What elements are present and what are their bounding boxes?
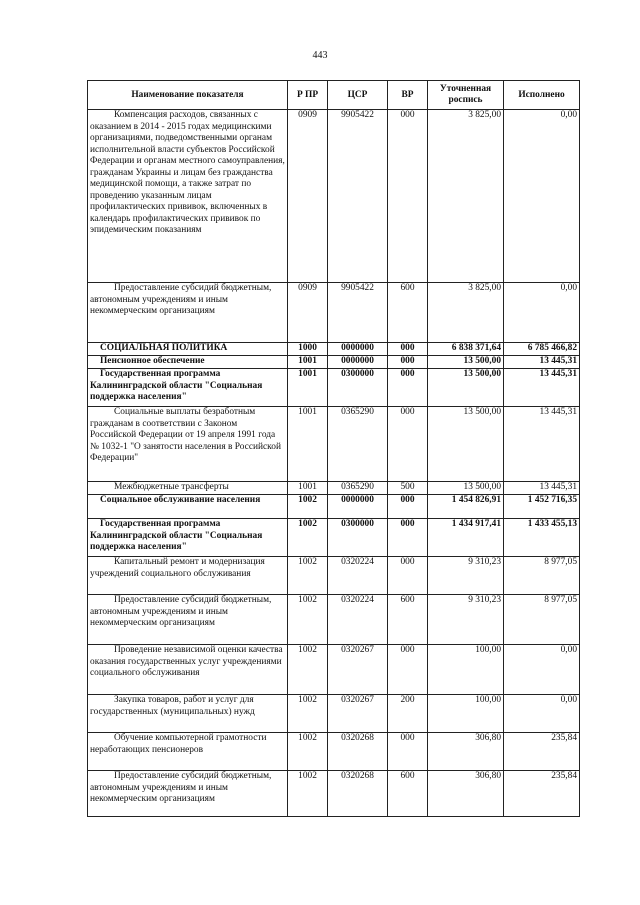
row-name: Государственная программа Калининградской области "Социальная поддержка населения" — [90, 369, 263, 402]
row-planned: 13 500,00 — [428, 356, 504, 369]
table-row — [88, 771, 580, 817]
row-planned: 13 500,00 — [428, 369, 504, 407]
row-rpr: 0909 — [288, 283, 328, 343]
row-executed: 13 445,31 — [504, 407, 580, 482]
row-vr: 600 — [388, 283, 428, 343]
row-rpr: 1002 — [288, 771, 328, 817]
row-planned: 306,80 — [428, 771, 504, 817]
row-csr: 0000000 — [328, 356, 388, 369]
table-row — [88, 595, 580, 645]
row-executed: 0,00 — [504, 110, 580, 283]
row-executed: 8 977,05 — [504, 595, 580, 645]
row-name: Межбюджетные трансферты — [114, 482, 229, 492]
row-vr: 200 — [388, 695, 428, 733]
row-name: Предоставление субсидий бюджетным, автономным учреждениям и иным некоммерческим организациям — [90, 283, 272, 316]
row-planned: 6 838 371,64 — [428, 343, 504, 356]
row-planned: 100,00 — [428, 645, 504, 695]
table-row-subsection — [88, 356, 580, 369]
table-row — [88, 733, 580, 771]
row-name: Закупка товаров, работ и услуг для государственных (муниципальных) нужд — [90, 695, 255, 717]
row-name: Социальные выплаты безработным гражданам в соответствии с Законом Российской Федерации от 19 апреля 1991 года № 1032-1 "О занятости населения в Российской Федерации" — [90, 407, 281, 463]
row-rpr: 1001 — [288, 369, 328, 407]
row-planned: 100,00 — [428, 695, 504, 733]
column-header-csr: ЦСР — [328, 81, 388, 110]
row-vr: 000 — [388, 733, 428, 771]
row-executed: 1 452 716,35 — [504, 495, 580, 519]
row-name: Капитальный ремонт и модернизация учреждений социального обслуживания — [90, 557, 265, 579]
table-row-program — [88, 519, 580, 557]
row-vr: 000 — [388, 495, 428, 519]
row-executed: 235,84 — [504, 771, 580, 817]
row-planned: 3 825,00 — [428, 110, 504, 283]
row-csr: 0320268 — [328, 733, 388, 771]
row-rpr: 1002 — [288, 519, 328, 557]
row-csr: 9905422 — [328, 283, 388, 343]
row-executed: 13 445,31 — [504, 482, 580, 495]
row-rpr: 1002 — [288, 595, 328, 645]
row-executed: 13 445,31 — [504, 369, 580, 407]
row-csr: 0365290 — [328, 482, 388, 495]
row-planned: 1 454 826,91 — [428, 495, 504, 519]
row-planned: 13 500,00 — [428, 482, 504, 495]
row-planned: 3 825,00 — [428, 283, 504, 343]
row-csr: 0320267 — [328, 695, 388, 733]
row-name: Государственная программа Калининградской области "Социальная поддержка населения" — [90, 519, 263, 552]
budget-table — [87, 80, 580, 817]
row-name: Предоставление субсидий бюджетным, автономным учреждениям и иным некоммерческим организациям — [90, 595, 272, 628]
table-row-subsection — [88, 495, 580, 519]
row-name: Обучение компьютерной грамотности неработающих пенсионеров — [90, 733, 267, 755]
column-header-vr: ВР — [388, 81, 428, 110]
row-planned: 13 500,00 — [428, 407, 504, 482]
column-header-name: Наименование показателя — [88, 81, 288, 110]
row-rpr: 1001 — [288, 482, 328, 495]
row-rpr: 1001 — [288, 356, 328, 369]
row-vr: 000 — [388, 407, 428, 482]
row-rpr: 1002 — [288, 557, 328, 595]
page-number: 443 — [312, 50, 328, 61]
row-vr: 600 — [388, 595, 428, 645]
row-csr: 0365290 — [328, 407, 388, 482]
row-rpr: 1002 — [288, 695, 328, 733]
row-vr: 000 — [388, 645, 428, 695]
row-csr: 9905422 — [328, 110, 388, 283]
row-csr: 0320268 — [328, 771, 388, 817]
table-header-row — [88, 81, 580, 110]
table-row — [88, 482, 580, 495]
row-csr: 0320267 — [328, 645, 388, 695]
row-vr: 000 — [388, 110, 428, 283]
row-rpr: 1002 — [288, 645, 328, 695]
row-executed: 0,00 — [504, 283, 580, 343]
table-row — [88, 695, 580, 733]
row-csr: 0000000 — [328, 343, 388, 356]
row-rpr: 1000 — [288, 343, 328, 356]
row-name: Предоставление субсидий бюджетным, автономным учреждениям и иным некоммерческим организациям — [90, 771, 272, 804]
row-rpr: 0909 — [288, 110, 328, 283]
row-csr: 0320224 — [328, 595, 388, 645]
table-row — [88, 557, 580, 595]
table-row-program — [88, 369, 580, 407]
row-name: Проведение независимой оценки качества оказания государственных услуг учреждениями социального обслуживания — [90, 645, 283, 678]
row-vr: 500 — [388, 482, 428, 495]
row-planned: 9 310,23 — [428, 557, 504, 595]
row-vr: 000 — [388, 356, 428, 369]
row-executed: 13 445,31 — [504, 356, 580, 369]
column-header-rpr: Р ПР — [288, 81, 328, 110]
row-csr: 0300000 — [328, 369, 388, 407]
row-planned: 9 310,23 — [428, 595, 504, 645]
row-executed: 6 785 466,82 — [504, 343, 580, 356]
column-header-executed: Исполнено — [504, 81, 580, 110]
column-header-planned: Уточненная роспись — [428, 81, 504, 110]
row-executed: 0,00 — [504, 645, 580, 695]
row-csr: 0320224 — [328, 557, 388, 595]
row-rpr: 1002 — [288, 495, 328, 519]
row-planned: 306,80 — [428, 733, 504, 771]
row-vr: 000 — [388, 557, 428, 595]
row-executed: 1 433 455,13 — [504, 519, 580, 557]
row-name: Компенсация расходов, связанных с оказанием в 2014 - 2015 годах медицинскими организациями, подведомственными органам исполнительной власти субъектов Российской Федерации и органам местного самоуправления, гражданам Украины и лицам без гражданства медицинской помощи, а также затрат по проведению указанным лицам профилактических прививок, включенных в календарь профилактических прививок по эпидемическим показаниям — [90, 110, 285, 235]
table-row-section — [88, 343, 580, 356]
table-row — [88, 283, 580, 343]
table-row — [88, 407, 580, 482]
row-vr: 000 — [388, 519, 428, 557]
table-row — [88, 645, 580, 695]
table-row — [88, 110, 580, 283]
row-rpr: 1002 — [288, 733, 328, 771]
row-executed: 0,00 — [504, 695, 580, 733]
row-planned: 1 434 917,41 — [428, 519, 504, 557]
row-executed: 8 977,05 — [504, 557, 580, 595]
row-vr: 000 — [388, 369, 428, 407]
row-vr: 600 — [388, 771, 428, 817]
row-name: СОЦИАЛЬНАЯ ПОЛИТИКА — [100, 343, 228, 353]
row-name: Социальное обслуживание населения — [100, 495, 261, 505]
row-name: Пенсионное обеспечение — [100, 356, 205, 366]
row-csr: 0000000 — [328, 495, 388, 519]
row-vr: 000 — [388, 343, 428, 356]
row-csr: 0300000 — [328, 519, 388, 557]
row-rpr: 1001 — [288, 407, 328, 482]
row-executed: 235,84 — [504, 733, 580, 771]
